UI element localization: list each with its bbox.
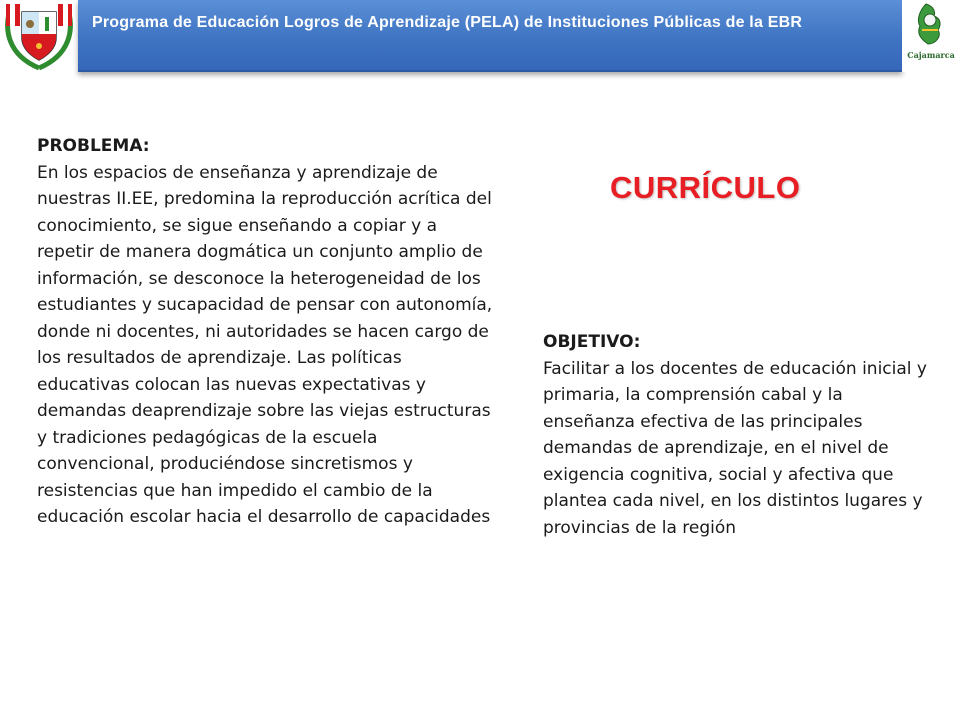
peru-coat-of-arms-logo	[0, 0, 78, 72]
cajamarca-map-icon	[902, 0, 960, 50]
objective-label: OBJETIVO:	[543, 332, 641, 352]
problem-text: En los espacios de enseñanza y aprendizaje de nuestras II.EE, predomina la reproducción acrítica del conocimiento, se sigue enseñando a copiar y a repetir de manera dogmática un conjunto amplio de información, se desconoce la heterogeneidad de los estudiantes y sucapacidad de pensar con autonomía, donde ni docentes, ni autoridades se hacen cargo de los resultados de aprendizaje. Las políticas educativas colocan las nuevas expectativas y demandas deaprendizaje sobre las viejas estructuras y tradiciones pedagógicas de la escuela convencional, produciéndose sincretismos y resistencias que han impedido el cambio de la educación escolar hacia el desarrollo de capacidades	[37, 162, 493, 527]
header-title: Programa de Educación Logros de Aprendizaje (PELA) de Instituciones Públicas de la EBR	[92, 14, 803, 31]
problem-section	[37, 133, 497, 531]
objective-text: Facilitar a los docentes de educación inicial y primaria, la comprensión cabal y la enseñanza efectiva de las principales demandas de aprendizaje, en el nivel de exigencia cognitiva, social y afectiva que plantea cada nivel, en los distintos lugares y provincias de la región	[543, 358, 927, 538]
header	[0, 0, 960, 76]
coat-of-arms-icon	[0, 0, 78, 72]
problem-label: PROBLEMA:	[37, 136, 150, 156]
header-bar	[78, 0, 902, 72]
cajamarca-logo-text: Cajamarca	[907, 50, 955, 60]
objective-section	[543, 329, 933, 541]
cajamarca-region-logo	[902, 0, 960, 72]
slide-title: CURRÍCULO	[610, 170, 801, 205]
